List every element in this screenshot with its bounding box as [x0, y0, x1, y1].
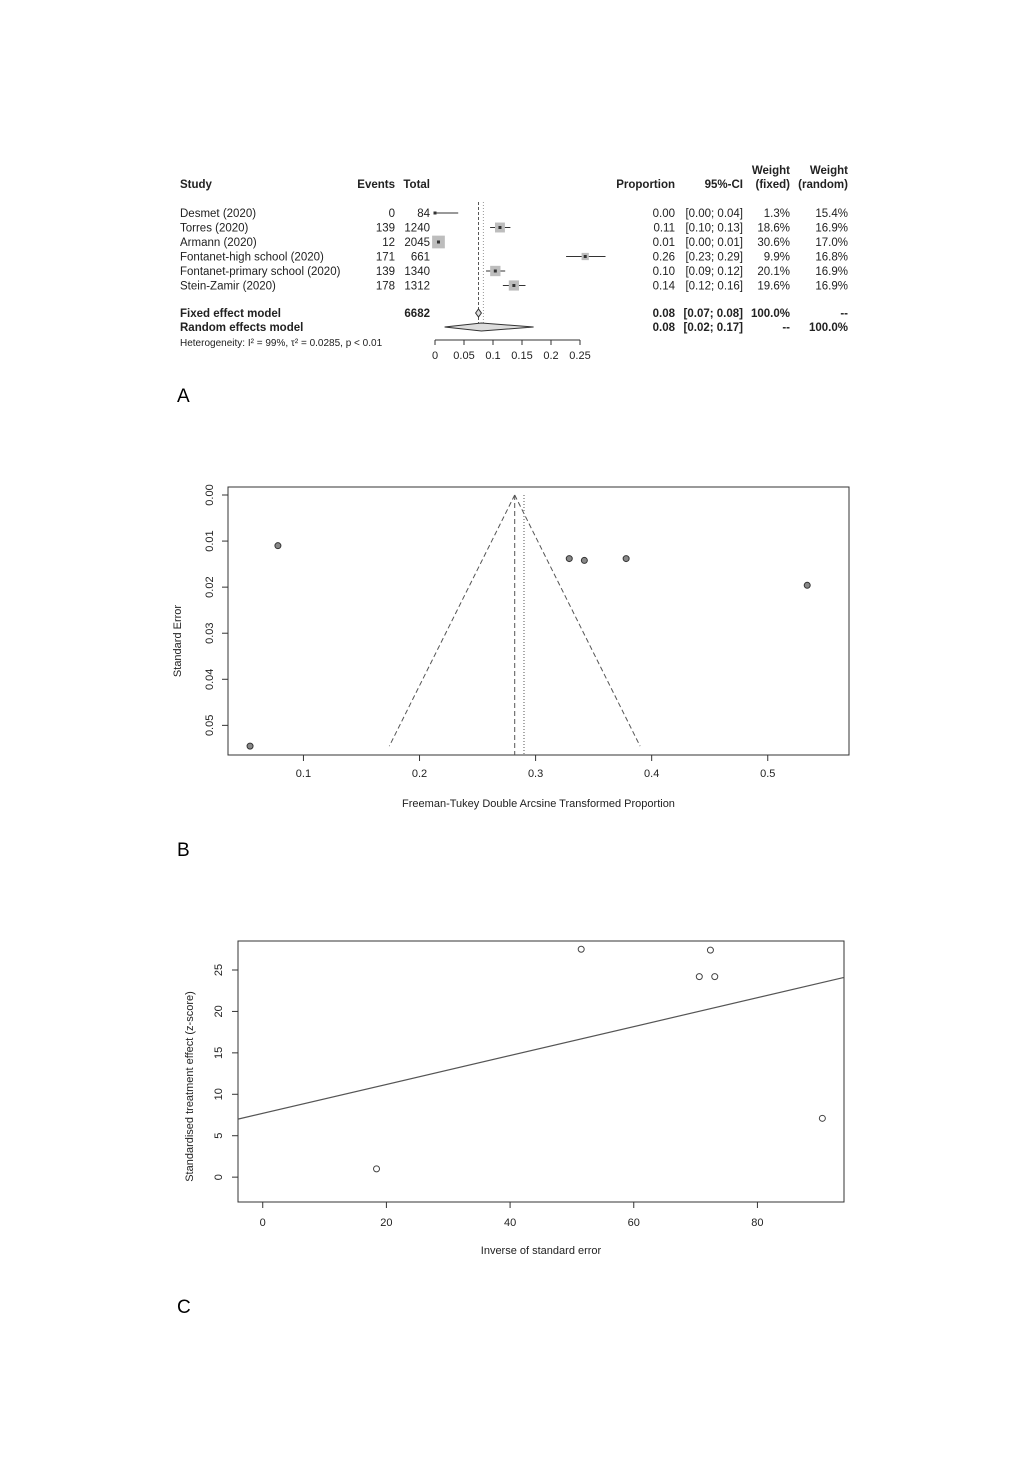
fixed-total: 6682: [404, 308, 430, 320]
funnel-point: [804, 582, 810, 588]
galbraith-point: [374, 1166, 380, 1172]
study-name: Armann (2020): [180, 237, 257, 249]
proportion-value: 0.11: [653, 222, 675, 235]
fixed-effect-diamond: [476, 309, 482, 317]
funnel-left-boundary: [389, 495, 514, 746]
events-value: 0: [388, 208, 395, 220]
galbraith-y-tick-label: 5: [213, 1132, 225, 1139]
ci-value: [0.12; 0.16]: [685, 280, 743, 293]
weight-fixed-value: 20.1%: [757, 266, 790, 278]
random-weight-random: 100.0%: [808, 322, 848, 334]
forest-x-tick-label: 0.05: [453, 350, 475, 362]
forest-x-tick-label: 0.25: [569, 350, 591, 362]
panel-label-a: A: [177, 386, 190, 407]
proportion-value: 0.01: [652, 237, 675, 249]
weight-fixed-value: 1.3%: [763, 208, 790, 220]
galbraith-x-tick-label: 20: [380, 1217, 393, 1229]
weight-random-value: 16.8%: [815, 251, 848, 264]
weight-random-value: 16.9%: [815, 266, 848, 278]
funnel-x-axis-title: Freeman-Tukey Double Arcsine Transformed Proportion: [402, 798, 675, 810]
funnel-point: [581, 557, 587, 563]
fixed-weight-random: --: [840, 308, 848, 320]
study-point-estimate: [498, 226, 501, 229]
ci-value: [0.23; 0.29]: [685, 251, 743, 264]
panel-label-b: B: [177, 840, 190, 861]
header-weight-random: Weight: [809, 165, 848, 177]
weight-fixed-value: 19.6%: [757, 280, 790, 293]
weight-random-value: 17.0%: [815, 237, 848, 249]
header-study: Study: [180, 179, 212, 191]
random-model-label: Random effects model: [180, 322, 304, 334]
weight-random-value: 16.9%: [815, 280, 848, 293]
fixed-proportion: 0.08: [652, 308, 675, 320]
funnel-y-tick-label: 0.05: [204, 714, 216, 737]
galbraith-point: [819, 1115, 825, 1121]
funnel-point: [566, 556, 572, 562]
galbraith-x-tick-label: 80: [751, 1217, 764, 1229]
ci-value: [0.10; 0.13]: [685, 222, 743, 235]
funnel-x-tick-label: 0.1: [295, 768, 312, 780]
funnel-plot: [0, 470, 1024, 820]
galbraith-x-tick-label: 60: [627, 1217, 640, 1229]
header-total: Total: [403, 179, 430, 191]
galbraith-point: [696, 974, 702, 980]
study-point-estimate: [494, 270, 497, 273]
funnel-plot-frame: [228, 487, 849, 755]
galbraith-y-tick-label: 20: [213, 1005, 225, 1018]
random-proportion: 0.08: [652, 322, 675, 334]
funnel-x-tick-label: 0.3: [527, 768, 544, 780]
funnel-y-tick-label: 0.00: [204, 484, 216, 506]
weight-fixed-value: 30.6%: [757, 237, 790, 249]
header-events: Events: [357, 179, 395, 191]
galbraith-x-tick-label: 0: [259, 1217, 266, 1229]
study-name: Torres (2020): [180, 222, 249, 235]
fixed-ci: [0.07; 0.08]: [683, 308, 743, 320]
total-value: 1340: [404, 266, 430, 278]
funnel-right-boundary: [515, 495, 640, 746]
header-weight-fixed-sub: (fixed): [755, 179, 790, 191]
study-point-estimate: [437, 241, 440, 244]
events-value: 12: [382, 237, 395, 249]
galbraith-y-tick-label: 0: [213, 1174, 225, 1181]
study-point-estimate: [512, 284, 515, 287]
total-value: 2045: [404, 237, 430, 249]
random-effect-diamond: [445, 323, 534, 331]
galbraith-x-axis-title: Inverse of standard error: [480, 1245, 602, 1257]
galbraith-y-tick-label: 15: [213, 1046, 225, 1059]
funnel-y-tick-label: 0.02: [204, 576, 216, 598]
funnel-y-tick-label: 0.04: [204, 668, 216, 690]
galbraith-x-tick-label: 40: [503, 1217, 517, 1229]
total-value: 1240: [404, 222, 430, 235]
weight-fixed-value: 9.9%: [763, 251, 790, 264]
ci-value: [0.00; 0.01]: [685, 237, 743, 249]
random-ci: [0.02; 0.17]: [683, 322, 743, 334]
funnel-x-tick-label: 0.2: [411, 768, 428, 780]
ci-value: [0.09; 0.12]: [685, 266, 743, 278]
galbraith-point: [712, 974, 718, 980]
events-value: 139: [375, 222, 395, 235]
header-weight-random-sub: (random): [798, 179, 848, 191]
study-name: Fontanet-high school (2020): [180, 251, 324, 264]
random-weight-fixed: --: [782, 322, 790, 334]
forest-plot: [0, 150, 1024, 380]
events-value: 171: [375, 251, 395, 264]
funnel-point: [275, 543, 281, 549]
panel-label-c: C: [177, 1297, 191, 1318]
funnel-point: [247, 743, 253, 749]
header-weight-fixed: Weight: [751, 165, 790, 177]
funnel-y-tick-label: 0.01: [204, 530, 216, 552]
header-proportion: Proportion: [616, 179, 675, 191]
weight-random-value: 15.4%: [815, 208, 848, 220]
weight-random-value: 16.9%: [815, 222, 848, 235]
regression-line: [238, 977, 844, 1119]
study-name: Desmet (2020): [180, 208, 257, 220]
galbraith-point: [707, 947, 713, 953]
galbraith-point: [578, 946, 584, 952]
galbraith-y-tick-label: 25: [213, 963, 225, 977]
funnel-point: [623, 556, 629, 562]
funnel-y-tick-label: 0.03: [204, 622, 216, 644]
total-value: 661: [410, 251, 430, 264]
heterogeneity-text: Heterogeneity: I² = 99%, τ² = 0.0285, p < 0.01: [180, 338, 383, 349]
forest-x-tick-label: 0.2: [543, 350, 559, 362]
proportion-value: 0.26: [652, 251, 675, 264]
events-value: 139: [375, 266, 395, 278]
proportion-value: 0.00: [652, 208, 675, 220]
forest-x-tick-label: 0: [431, 350, 439, 362]
galbraith-y-tick-label: 10: [213, 1088, 225, 1101]
total-value: 84: [417, 208, 430, 220]
fixed-weight-fixed: 100.0%: [750, 308, 790, 320]
weight-fixed-value: 18.6%: [757, 222, 790, 235]
study-point-estimate: [584, 255, 587, 258]
events-value: 178: [375, 280, 395, 293]
funnel-x-tick-label: 0.5: [760, 768, 776, 780]
header-ci: 95%-CI: [704, 179, 743, 191]
proportion-value: 0.14: [652, 280, 675, 293]
study-name: Fontanet-primary school (2020): [180, 266, 341, 278]
galbraith-plot: [0, 925, 1024, 1265]
study-point-estimate: [434, 212, 437, 215]
galbraith-plot-frame: [238, 941, 844, 1202]
study-name: Stein-Zamir (2020): [180, 280, 276, 293]
forest-x-tick-label: 0.1: [485, 350, 501, 362]
galbraith-y-axis-title: Standardised treatment effect (z-score): [184, 991, 196, 1182]
funnel-y-axis-title: Standard Error: [172, 604, 184, 678]
ci-value: [0.00; 0.04]: [685, 208, 743, 220]
forest-x-tick-label: 0.15: [511, 350, 533, 362]
proportion-value: 0.10: [652, 266, 675, 278]
fixed-model-label: Fixed effect model: [180, 308, 281, 320]
total-value: 1312: [404, 280, 430, 293]
funnel-x-tick-label: 0.4: [644, 768, 660, 780]
